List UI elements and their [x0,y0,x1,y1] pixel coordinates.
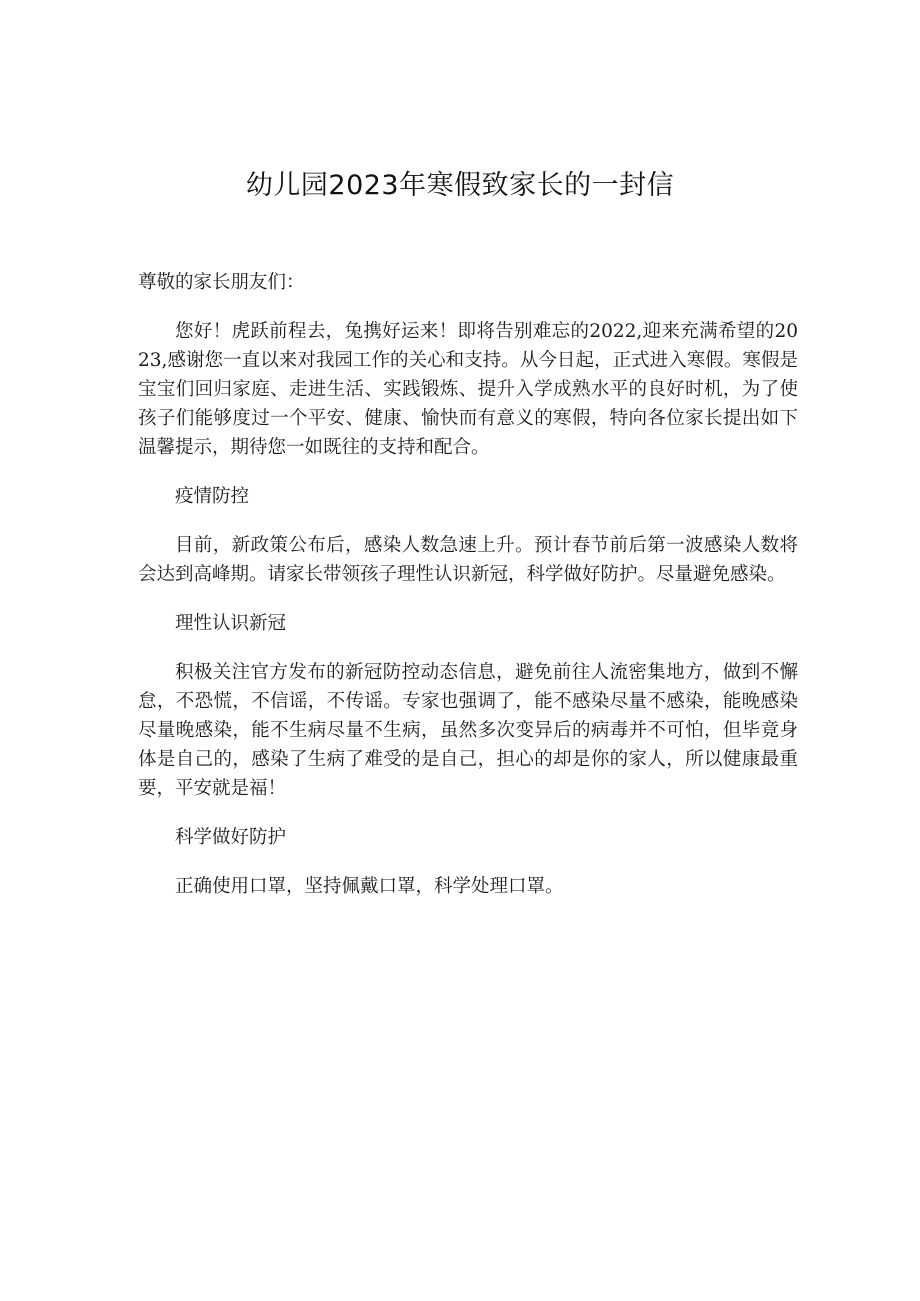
section-heading-scientific-protection: 科学做好防护 [175,827,287,848]
salutation: 尊敬的家长朋友们： [138,272,305,293]
paragraph-mask-usage: 正确使用口罩，坚持佩戴口罩，科学处理口罩。 [175,876,564,897]
section-heading-rational-understanding: 理性认识新冠 [175,613,287,634]
paragraph-greeting: 您好！虎跃前程去，兔携好运来！即将告别难忘的2022,迎来充满希望的2023,感谢您一直以来对我园工作的关心和支持。从今日起，正式进入寒假。寒假是宝宝们回归家庭、走进生活、实践锻炼、提升入学成熟水平的良好时机，为了使孩子们能够度过一个平安、健康、愉快而有意义的寒假，特向各位家长提出如下温馨提示，期待您一如既往的支持和配合。 [138,321,798,458]
document-title: 幼儿园2023年寒假致家长的一封信 [245,170,675,201]
section-heading-epidemic-control: 疫情防控 [175,486,250,507]
paragraph-rational-understanding: 积极关注官方发布的新冠防控动态信息，避免前往人流密集地方，做到不懈怠，不恐慌，不信谣，不传谣。专家也强调了，能不感染尽量不感染，能晚感染尽量晚感染，能不生病尽量不生病，虽然多次变异后的病毒并不可怕，但毕竟身体是自己的，感染了生病了难受的是自己，担心的却是你的家人，所以健康最重要，平安就是福！ [138,662,798,799]
paragraph-epidemic-status: 目前，新政策公布后，感染人数急速上升。预计春节前后第一波感染人数将会达到高峰期。请家长带领孩子理性认识新冠，科学做好防护。尽量避免感染。 [138,535,798,585]
letter-body [138,268,798,921]
